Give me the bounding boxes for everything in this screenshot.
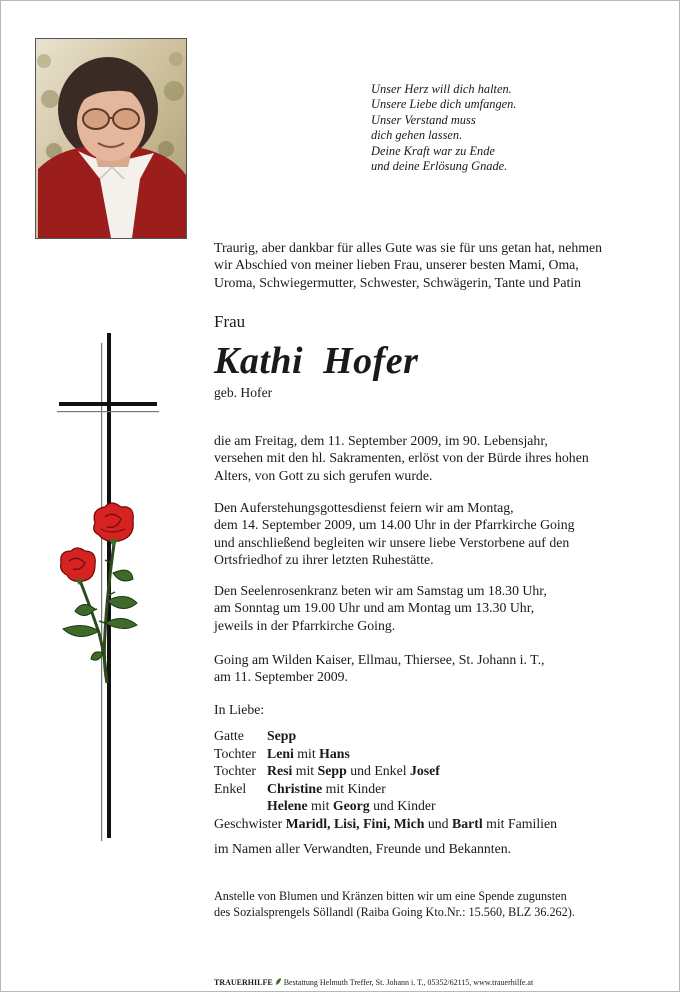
family-list xyxy=(214,727,557,832)
funeral-home-footer xyxy=(214,977,533,987)
footer-text: Bestattung Helmuth Treffer, St. Johann i. T., 05352/62115, www.trauerhilfe.at xyxy=(281,978,534,987)
leaf-icon xyxy=(275,977,282,986)
family-member-name: Bartl xyxy=(452,815,483,831)
family-role: Tochter xyxy=(214,763,256,778)
poem-line: und deine Erlösung Gnade. xyxy=(371,159,508,174)
poem-line: Unser Herz will dich halten. xyxy=(371,82,512,96)
family-member-name: Josef xyxy=(409,763,440,778)
family-role: Enkel xyxy=(214,780,247,796)
family-member-name: Christine xyxy=(267,780,323,796)
family-member-name: Helene xyxy=(267,798,308,813)
poem-line: dich gehen lassen. xyxy=(371,128,463,143)
family-row xyxy=(214,762,557,780)
portrait-photo xyxy=(35,38,187,239)
family-row xyxy=(214,780,557,798)
family-connector: mit xyxy=(307,798,333,813)
family-role: Tochter xyxy=(214,745,256,761)
poem-line: Unser Verstand muss xyxy=(371,112,476,127)
family-member-name: Sepp xyxy=(317,763,347,778)
family-connector: mit xyxy=(292,763,318,778)
family-member-name: Maridl, Lisi, Fini, Mich xyxy=(285,815,425,831)
cross-rose-graphic xyxy=(55,333,165,846)
family-role: Gatte xyxy=(214,728,244,743)
deceased-name: Kathi Hofer xyxy=(214,340,419,382)
in-love-heading: In Liebe: xyxy=(214,702,265,717)
family-row xyxy=(214,815,557,833)
rose-icon xyxy=(61,503,137,683)
family-member-name: Sepp xyxy=(267,728,297,743)
family-row xyxy=(214,727,557,745)
poem-line: Deine Kraft war zu Ende xyxy=(371,143,495,158)
family-row xyxy=(214,745,557,763)
family-connector: und Kinder xyxy=(369,798,436,813)
service-paragraph: Den Auferstehungsgottesdienst feiern wir am Montag, dem 14. September 2009, um 14.00 Uhr in der Pfarrkirche Going und anschließend begleiten wir unsere liebe Verstorbene auf den Ortsfriedhof zu ihrer letzten Ruhestätte. xyxy=(214,500,575,567)
poem xyxy=(371,82,516,174)
footer-brand: TRAUERHILFE xyxy=(214,978,273,987)
family-member-name: Hans xyxy=(319,745,350,761)
relatives-line: im Namen aller Verwandten, Freunde und Bekannten. xyxy=(214,841,512,856)
place-date: Going am Wilden Kaiser, Ellmau, Thiersee, St. Johann i. T., am 11. September 2009. xyxy=(214,652,545,685)
birth-name: geb. Hofer xyxy=(214,385,273,400)
family-member-name: Resi xyxy=(267,763,293,778)
family-member-name: Georg xyxy=(332,798,370,813)
family-member-name: Leni xyxy=(267,745,294,761)
donation-note: Anstelle von Blumen und Kränzen bitten wir um eine Spende zugunsten des Sozialsprengels Söllandl (Raiba Going Kto.Nr.: 15.560, BLZ 36.262). xyxy=(214,889,575,919)
family-connector: mit xyxy=(293,745,320,761)
family-role: Geschwister xyxy=(214,815,286,831)
family-connector: und Enkel xyxy=(346,763,410,778)
death-notice: die am Freitag, dem 11. September 2009, im 90. Lebensjahr, versehen mit den hl. Sakramenten, erlöst von der Bürde ihres hohen Alters, von Gott zu sich gerufen wurde. xyxy=(214,433,589,483)
family-row xyxy=(214,797,557,815)
poem-line: Unsere Liebe dich umfangen. xyxy=(371,97,517,112)
family-connector: mit Kinder xyxy=(322,780,386,796)
family-connector: und xyxy=(424,815,452,831)
family-connector: mit Familien xyxy=(482,815,558,831)
rosary-paragraph: Den Seelenrosenkranz beten wir am Samstag um 18.30 Uhr, am Sonntag um 19.00 Uhr und am Montag um 13.30 Uhr, jeweils in der Pfarrkirche Going. xyxy=(214,583,547,633)
intro-paragraph: Traurig, aber dankbar für alles Gute was sie für uns getan hat, nehmen wir Abschied von meiner lieben Frau, unserer besten Mami, Oma, Uroma, Schwiegermutter, Schwester, Schwägerin, Tante und Patin xyxy=(214,240,602,290)
salutation: Frau xyxy=(214,312,246,331)
